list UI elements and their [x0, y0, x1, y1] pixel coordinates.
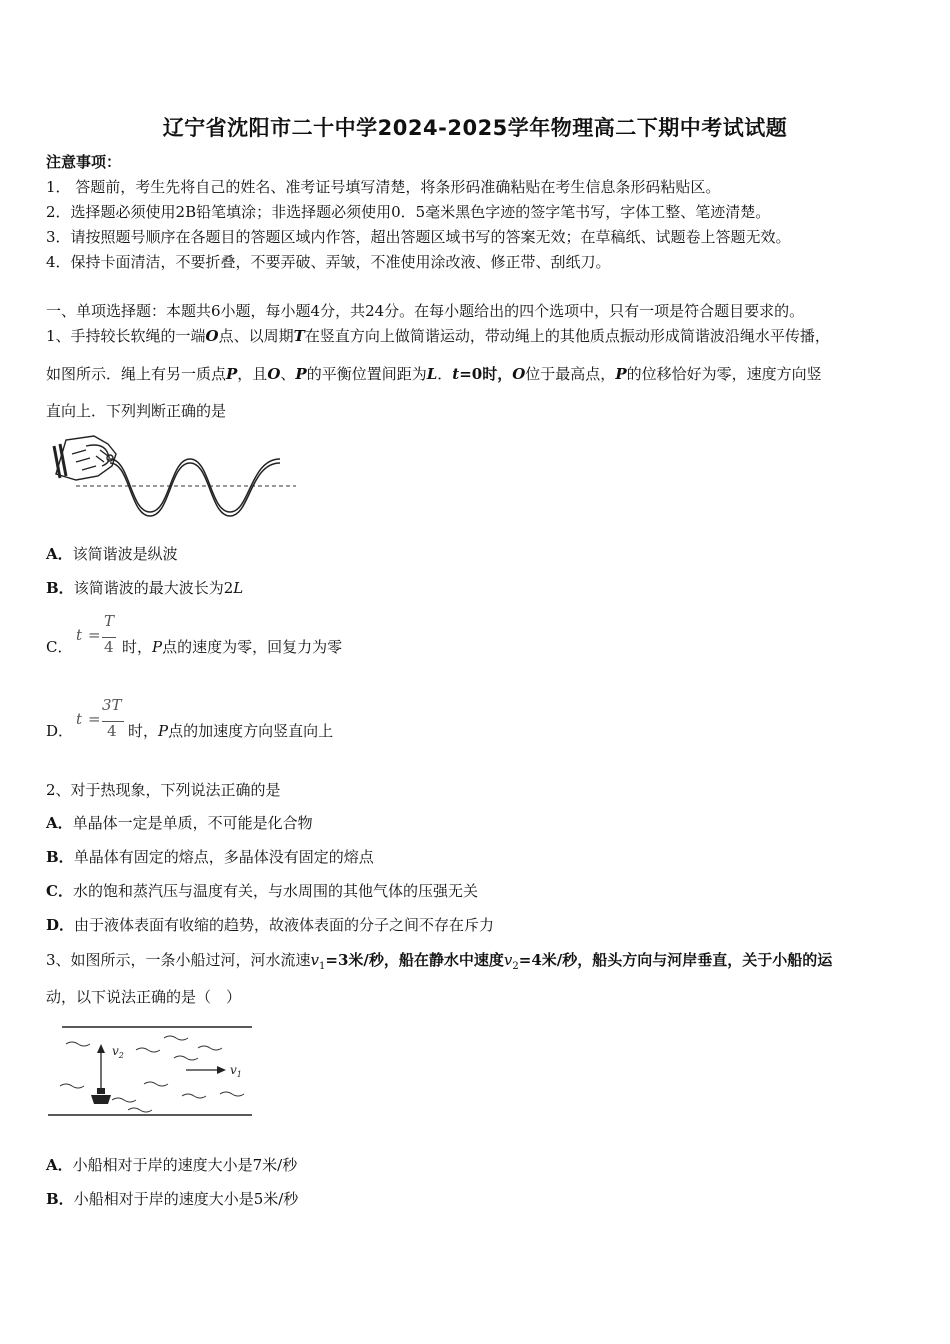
q1-option-d-label: D．: [46, 722, 74, 740]
v1-label: $v_1$: [230, 1063, 242, 1079]
q2-stem: 2、对于热现象，下列说法正确的是: [46, 781, 281, 799]
q1-option-c-text: 时，P点的速度为零，回复力为零: [122, 638, 343, 656]
boat-icon: [91, 1088, 111, 1104]
page-title: 辽宁省沈阳市二十中学2024-2025学年物理高二下期中考试试题: [162, 116, 788, 140]
q1-option-c-formula: t = T 4: [76, 612, 115, 656]
q1-option-d-text: 时，P点的加速度方向竖直向上: [128, 722, 334, 740]
q2-option-a: A．单晶体一定是单质，不可能是化合物: [46, 814, 313, 832]
rope-wave-edge: [110, 463, 280, 516]
q3-option-a: A．小船相对于岸的速度大小是7米/秒: [46, 1156, 298, 1174]
v2-label: $v_2$: [112, 1044, 124, 1060]
notice-heading: 注意事项：: [46, 153, 122, 171]
q3-option-b: B．小船相对于岸的速度大小是5米/秒: [46, 1190, 299, 1208]
q1-stem-line-2: 如图所示．绳上有另一质点P，且O、P的平衡位置间距为L．t=0时，O位于最高点，P的位移恰好为零，速度方向竖: [46, 365, 822, 383]
section-1-heading: 一、单项选择题：本题共6小题，每小题4分，共24分。在每小题给出的四个选项中，只有一项是符合题目要求的。: [46, 302, 805, 320]
q2-option-c: C．水的饱和蒸汽压与温度有关，与水周围的其他气体的压强无关: [46, 882, 478, 900]
v2-arrowhead: [97, 1044, 105, 1053]
notice-item-4: 4．保持卡面清洁，不要折叠，不要弄破、弄皱，不准使用涂改液、修正带、刮纸刀。: [46, 253, 611, 271]
q1-stem-line-3: 直向上．下列判断正确的是: [46, 402, 227, 420]
q2-option-b: B．单晶体有固定的熔点，多晶体没有固定的熔点: [46, 848, 374, 866]
q1-option-b: B．该简谐波的最大波长为2L: [46, 579, 244, 597]
q1-option-d-formula: t = 3T 4: [76, 710, 128, 740]
hand-icon: [54, 436, 116, 480]
q1-option-a: A．该简谐波是纵波: [46, 545, 178, 563]
notice-item-3: 3．请按照题号顺序在各题目的答题区域内作答，超出答题区域书写的答案无效；在草稿纸、试题卷上答题无效。: [46, 228, 791, 246]
q1-stem-line-1: 1、手持较长软绳的一端O点、以周期T在竖直方向上做简谐运动，带动绳上的其他质点振动形成简谐波沿绳水平传播，: [46, 327, 830, 345]
river-boat-figure: [46, 1020, 256, 1120]
q3-stem-line-2: 动，以下说法正确的是（ ）: [46, 988, 242, 1006]
rope-wave-figure: [46, 432, 298, 520]
notice-item-2: 2．选择题必须使用2B铅笔填涂；非选择题必须使用0．5毫米黑色字迹的签字笔书写，字体工整、笔迹清楚。: [46, 203, 771, 221]
water-ripples: [60, 1036, 244, 1112]
q3-stem-line-1: 3、如图所示，一条小船过河，河水流速$v_1=3$米/秒，船在静水中速度$v_2=4$米/秒，船头方向与河岸垂直，关于小船的运: [46, 951, 833, 972]
notice-item-1: 1． 答题前，考生先将自己的姓名、准考证号填写清楚，将条形码准确粘贴在考生信息条形码粘贴区。: [46, 178, 721, 196]
v1-arrowhead: [217, 1066, 226, 1074]
q2-option-d: D．由于液体表面有收缩的趋势，故液体表面的分子之间不存在斥力: [46, 916, 495, 934]
q1-option-c-label: C．: [46, 638, 73, 656]
